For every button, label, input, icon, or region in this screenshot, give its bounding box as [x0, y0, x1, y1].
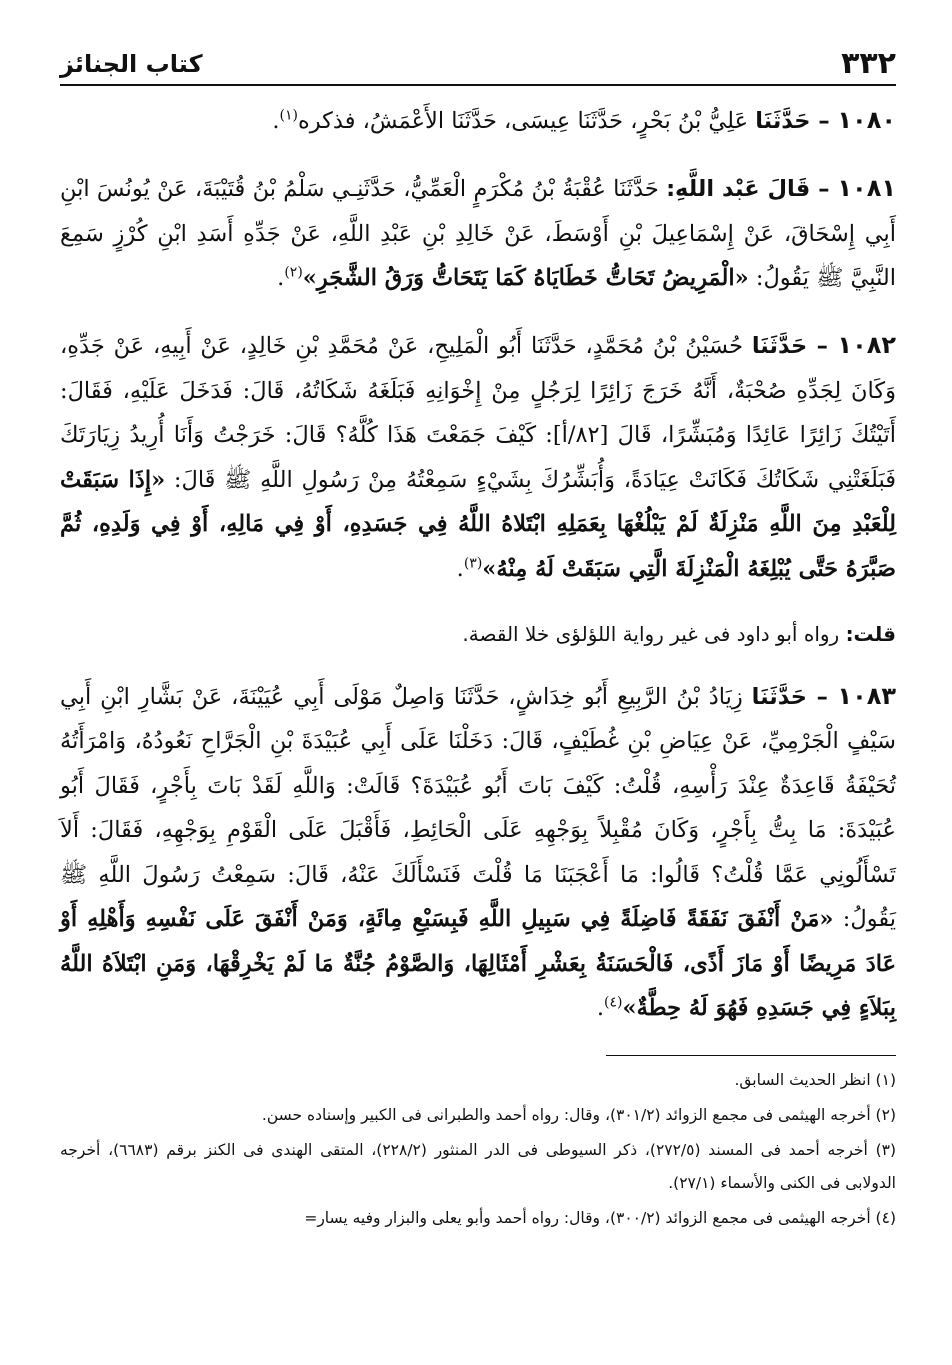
footnote-4: (٤) أخرجه الهيثمى فى مجمع الزوائد (٣٠٠/٢)، وقال: رواه أحمد وأبو يعلى والبزار وفيه يسار= — [304, 1208, 896, 1227]
footnote-3: (٣) أخرجه أحمد فى المسند (٢٧٢/٥)، ذكر السيوطى فى الدر المنثور (٢٢٨/٢)، المتقى الهندى فى الكنز برقم (٦٦٨٣)، أخرجه الدولابى فى الكنى والأسماء (٢٧/١). — [60, 1140, 897, 1192]
hadith-1080 — [60, 98, 896, 144]
hadith-number: ١٠٨١ — [837, 174, 896, 202]
hadith-sep: – — [806, 683, 838, 710]
hadith-sep: – — [810, 176, 838, 202]
footnote-ref: (٣) — [463, 555, 483, 571]
note-label: قلت: — [845, 621, 896, 646]
hadith-number: ١٠٨٢ — [837, 331, 897, 359]
hadith-1081 — [60, 166, 896, 301]
footnote-2: (٢) أخرجه الهيثمى فى مجمع الزوائد (٣٠١/٢)، وقال: رواه أحمد والطبرانى فى الكبير وإسناده حسن. — [261, 1105, 896, 1124]
hadith-lead: حَدَّثَنَا — [751, 333, 808, 359]
hadith-end: . — [277, 265, 285, 291]
footnote-ref: (١) — [279, 107, 298, 124]
hadith-sep: – — [810, 108, 838, 134]
hadith-matn: «مَنْ أَنْفَقَ نَفَقَةً فَاضِلَةً فِي سَبِيلِ اللَّهِ فَبِسَبْعِ مِائَةٍ — [365, 906, 834, 932]
footnote-ref: (٤) — [604, 994, 623, 1011]
hadith-text: عَلِيُّ بْنُ بَحْرٍ، حَدَّثَنَا عِيسَى، حَدَّثَنَا الأَعْمَشُ، فذكره — [297, 108, 756, 134]
book-page — [60, 40, 896, 1340]
footnotes — [60, 1064, 896, 1235]
footnote-ref: (٢) — [284, 264, 303, 281]
page-header — [60, 40, 896, 86]
hadith-end: . — [456, 555, 464, 582]
note-text: رواه أبو داود فى غير رواية اللؤلؤى خلا القصة. — [462, 621, 846, 646]
page-number: ٣٣٢ — [841, 46, 896, 81]
hadith-matn: «الْمَرِيضُ تَحَاتُّ خَطَايَاهُ كَمَا يَتَحَاتُّ وَرَقُ الشَّجَرِ» — [302, 265, 749, 291]
hadith-end: . — [272, 108, 280, 134]
hadith-number: ١٠٨٣ — [837, 681, 897, 710]
footnote-1: (١) انظر الحديث السابق. — [734, 1070, 896, 1089]
hadith-lead: حَدَّثَنَا — [755, 108, 811, 134]
hadith-sep: – — [807, 333, 838, 359]
hadith-lead: قَالَ عَبْد اللَّهِ: — [666, 176, 811, 202]
chapter-title: كتاب الجنائز — [60, 50, 203, 78]
editor-note — [60, 614, 896, 654]
hadith-matn-tail: ، وَمَنْ أَنْفَقَ عَلَى نَفْسِهِ وَأَهْلِهِ أَوْ عَادَ مَرِيضًا أَوْ مَازَ أَذًى، فَالْحَسَنَةُ بِعَشْرِ أَمْثَالِهَا، وَالصَّوْمُ جُنَّةٌ مَا لَمْ يَخْرِقْهَا، وَمَنِ ابْتَلاَهُ اللَّهُ بِبَلاَءٍ فِي جَسَدِهِ فَهُوَ لَهُ حِطَّةٌ» — [60, 906, 896, 1021]
footnote-divider — [606, 1055, 896, 1056]
hadith-text: حَدَّثَنَا عُقْبَةُ بْنُ مُكْرَمٍ الْعَمِّيُّ، حَدَّثَنِـي سَلْمُ بْنُ قُتَيْبَةَ، عَنْ يُونُسَ ابْنِ أَبِي إِسْحَاقَ، عَنْ إِسْمَاعِيلَ بْنِ أَوْسَطَ، عَنْ خَالِدِ بْنِ عَبْدِ اللَّهِ، عَنْ جَدِّهِ أَسَدِ ابْنِ كُرْزٍ سَمِعَ النَّبِيَّ ﷺ يَقُولُ: — [60, 176, 896, 291]
hadith-1083 — [60, 674, 896, 1031]
hadith-text: حُسَيْنُ بْنُ مُحَمَّدٍ، حَدَّثَنَا أَبُو الْمَلِيحِ، عَنْ مُحَمَّدِ بْنِ خَالِدٍ، عَنْ أَبِيهِ، عَنْ جَدِّهِ، وَكَانَ لِجَدِّهِ صُحْبَةٌ، أَنَّهُ خَرَجَ زَائِرًا لِرَجُلٍ مِنْ إِخْوَانِهِ فَبَلَغَهُ شَكَاتُهُ، قَالَ: فَدَخَلَ عَلَيْهِ، فَقَالَ: أَتَيْتُكَ زَائِرًا عَائِدًا وَمُبَشِّرًا، قَالَ [٨٢/أ]: كَيْفَ جَمَعْتَ هَذَا كُلَّهُ؟ قَالَ: خَرَجْتُ وَأَنَا أُرِيدُ زِيَارَتَكَ فَبَلَغَتْنِي شَكَاتُكَ فَكَانَتْ عِيَادَةً، وَأُبَشِّرُكَ بِشَيْءٍ سَمِعْتُهُ مِنْ رَسُولِ اللَّهِ ﷺ قَالَ: — [60, 333, 897, 493]
hadith-matn: «إِذَا سَبَقَتْ لِلْعَبْدِ مِنَ اللَّهِ مَنْزِلَةٌ لَمْ يَبْلُغْهَا بِعَمَلِهِ ابْتَلاهُ اللَّهُ فِي جَسَدِهِ، أَوْ فِي مَالِهِ، أَوْ فِي وَلَدِهِ، ثُمَّ صَبَّرَهُ حَتَّى يُبْلِغَهُ الْمَنْزِلَةَ الَّتِي سَبَقَتْ لَهُ مِنْهُ» — [60, 466, 896, 582]
hadith-end: . — [596, 995, 605, 1021]
hadith-number: ١٠٨٠ — [837, 106, 896, 134]
hadith-text: زِيَادُ بْنُ الرَّبِيعِ أَبُو خِدَاشٍ، حَدَّثَنَا وَاصِلٌ مَوْلَى أَبِي عُيَيْنَةَ، عَنْ بَشَّارِ ابْنِ أَبِي سَيْفٍ الْجَرْمِيِّ، عَنْ عِيَاضِ بْنِ غُطَيْفٍ، قَالَ: دَخَلْنَا عَلَى أَبِي عُبَيْدَةَ بْنِ الْجَرَّاحِ نَعُودُهُ، وَامْرَأَتُهُ تُحَيْفَةُ قَاعِدَةٌ عِنْدَ رَأْسِهِ، قُلْتُ: كَيْفَ بَاتَ أَبُو عُبَيْدَةَ؟ قَالَتْ: وَاللَّهِ لَقَدْ بَاتَ بِأَجْرٍ، فَقَالَ أَبُو عُبَيْدَةَ: مَا بِتُّ بِأَجْرٍ، وَكَانَ مُقْبِلاً بِوَجْهِهِ عَلَى الْحَائِطِ، فَأَقْبَلَ عَلَى الْقَوْمِ بِوَجْهِهِ، فَقَالَ: أَلاَ تَسْأَلُونِي عَمَّا قُلْتُ؟ قَالُوا: مَا أَعْجَبَنَا مَا قُلْتَ فَنَسْأَلَكَ عَنْهُ، قَالَ: سَمِعْتُ رَسُولَ اللَّهِ ﷺ يَقُولُ: — [60, 683, 897, 932]
hadith-lead: حَدَّثَنَا — [751, 683, 807, 710]
hadith-1082 — [60, 323, 896, 591]
